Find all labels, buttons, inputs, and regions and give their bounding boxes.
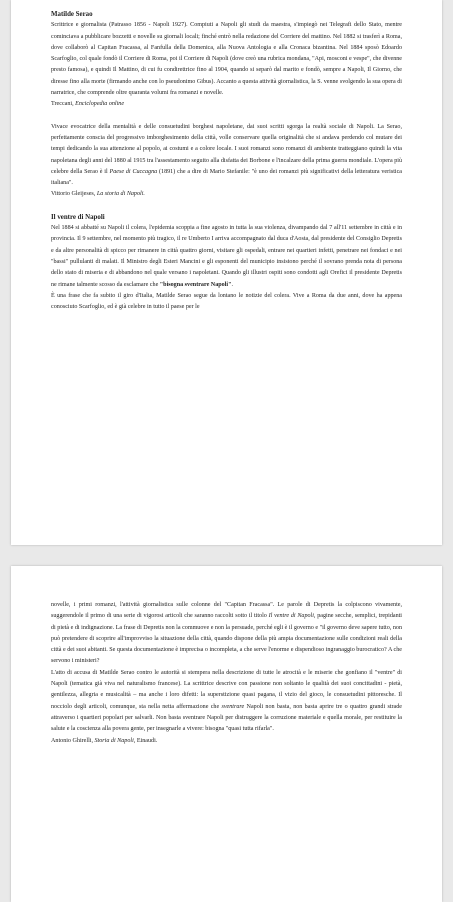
document-page-1 [11, 0, 442, 545]
section-title: Matilde Serao [51, 11, 93, 18]
source-author: Treccani, [51, 101, 76, 108]
document-page-2 [11, 566, 442, 902]
section-body-continued: È una frase che fa subito il giro d'Italia, Matilde Serao segue da lontano le notizie del colera. Vive a Roma da due anni, dove ha appena conosciuto Scarfoglio, ed è già celebre in tutto il paese per le [51, 292, 402, 311]
source-citation [51, 736, 402, 747]
source-citation [51, 99, 402, 110]
section-body: Scrittrice e giornalista (Patrasso 1856 - Napoli 1927). Compiuti a Napoli gli studi da maestra, s'impiegò nei Telegrafi dello Stato, mentre cominciava a pubblicare bozzetti e novelle su giornali locali; finché entrò nella redazione del Corriere del mattino. Nel 1882 si trasferì a Roma, dove collaborò al Capitan Fracassa, al Fanfulla della Domenica, alla Nuova Antologia e alla Cronaca bizantina. Nel 1884 sposò Edoardo Scarfoglio, col quale fondò il Corriere di Roma, poi il Corriere di Napoli (dove creò una rubrica mondana, "Api, mosconi e vespe", che divenne presto famosa), e quindi Il Mattino, di cui fu condirettrice fino al 1904, quando si separò dal marito e fondò, sempre a Napoli, Il Giorno, che diresse fino alla morte (firmando anche con lo pseudonimo Gibus). Accanto a questa attività giornalistica, la S. venne svolgendo la sua opera di narratrice, che comprende oltre quaranta volumi fra romanzi e novelle. [51, 22, 402, 97]
book-title: Paese di Cuccagna [109, 168, 158, 175]
source-author: Antonio Ghirelli, [51, 737, 95, 744]
section-title: Il ventre di Napoli [51, 213, 105, 221]
section-body [51, 600, 402, 668]
body-text: Nel 1884 si abbatté su Napoli il colera, l'epidemia scoppia a fine agosto in tutta la sua violenza, divampando dal 7 all'11 settembre in città e in provincia. Il 9 settembre, nel momento più tragico, il re Umberto I arriva accompagnato dal duca d'Aosta, dal presidente del Consiglio Depretis e da altre personalità di spicco per rimanere in città quattro giorni, visitare gli ospedali, entrare nei quartieri infetti, penetrare nei fondaci e nei "bassi" pullulanti di malati. Il Ministro degli Esteri Mancini e gli esponenti del municipio insistono perché il sovrano prenda nota di persona dello stato di miseria e di abbandono nel quale versano i napoletani. Quando gli illustri ospiti sono condotti agli Orefici il presidente Depretis ne rimane talmente scosso da esclamare che [51, 225, 402, 288]
body-text: (1891) che a dire di Mario Stefanile: "è uno dei romanzi più significativi della letteratura veristica italiana". [51, 168, 403, 187]
section-body [51, 223, 402, 291]
source-publisher: , Einaudi. [133, 737, 158, 744]
section-ventre-di-napoli [51, 212, 402, 314]
italic-word: sventrare [221, 703, 245, 710]
section-body [51, 668, 402, 736]
section-body [51, 122, 402, 190]
source-author: Vittorio Gleijeses, [51, 191, 97, 198]
body-text: , pagine secche, semplici, trepidanti di pietà e di indignazione. La frase di Depretis non la commuove e non la persuade, perché egli è il governo e "il governo deve sapere tutto, non può pretendere di scoprire all'improvviso la situazione della città, quando dispone della più ampia documentazione sulle condizioni reali della città e dei suoi abitanti. Se questa documentazione è imprecisa o incompleta, a che serve l'enorme e dispendioso ingranaggio burocratico? A che servono i ministeri? [51, 613, 402, 665]
body-text: Napoli non basta, non basta aprire tre o quattro grandi strade attraverso i quartieri popolari per salvarli. Non basta sventrare Napoli per distruggere la corruzione materiale e quella morale, per restituire la salute e la coscienza alla povera gente, per insegnarle a vivere: bisogna "quasi tutta rifarla". [51, 703, 402, 733]
body-text: L'atto di accusa di Matilde Serao contro le autorità si stempera nella descrizione di tutte le atrocità e le miserie che gonfiano il "ventre" di Napoli (tematica già viva nel naturalismo francese). La scrittrice descrive con passione non soltanto le qualità dei suoi concittadini - pietà, gentilezza, allegria e musicalità – ma anche i loro difetti: la superstizione quasi pagana, il vizio del gioco, le consuetudini pittoresche. Il nocciolo degli articoli, comunque, sta nella netta affermazione che [51, 669, 402, 710]
source-title: Enciclopedia online [75, 101, 125, 108]
body-text: novelle, i primi romanzi, l'attività giornalistica sulle colonne del "Capitan Fracassa". Le parole di Depretis la colpiscono vivamente, suggerendole il primo di una serie di vigorosi articoli che saranno raccolti sotto il titolo [51, 602, 402, 620]
section-mentalita [51, 122, 402, 201]
source-title: La storia di Napoli. [96, 191, 145, 198]
book-title: Il ventre di Napoli [268, 613, 314, 620]
source-title: Storia di Napoli [94, 737, 134, 744]
source-citation [51, 189, 402, 200]
quote-bold: "bisogna sventrare Napoli" [159, 281, 232, 288]
body-text: Vivace evocatrice della mentalità e delle consuetudini borghesi napoletane, dai suoi scritti sgorga la realtà sociale di Napoli. La Serao, perfettamente conscia del progressivo imborghesimento della città, volle conservare quella originalità che si andava perdendo col mutare dei tempi dedicando la sua attenzione al popolo, ai costumi e a colore locale. I suoi romanzi sono romanzi di ambiente tratteggiano quindi la vita napoletana degli anni del 1880 al 1915 tra l'assestamento seguito alla disfatta dei Borbone e l'incalzare della prima guerra mondiale. L'opera più celebre della Serao è il [51, 123, 402, 175]
body-text: . [231, 281, 233, 288]
section-matilde-serao [51, 9, 402, 111]
